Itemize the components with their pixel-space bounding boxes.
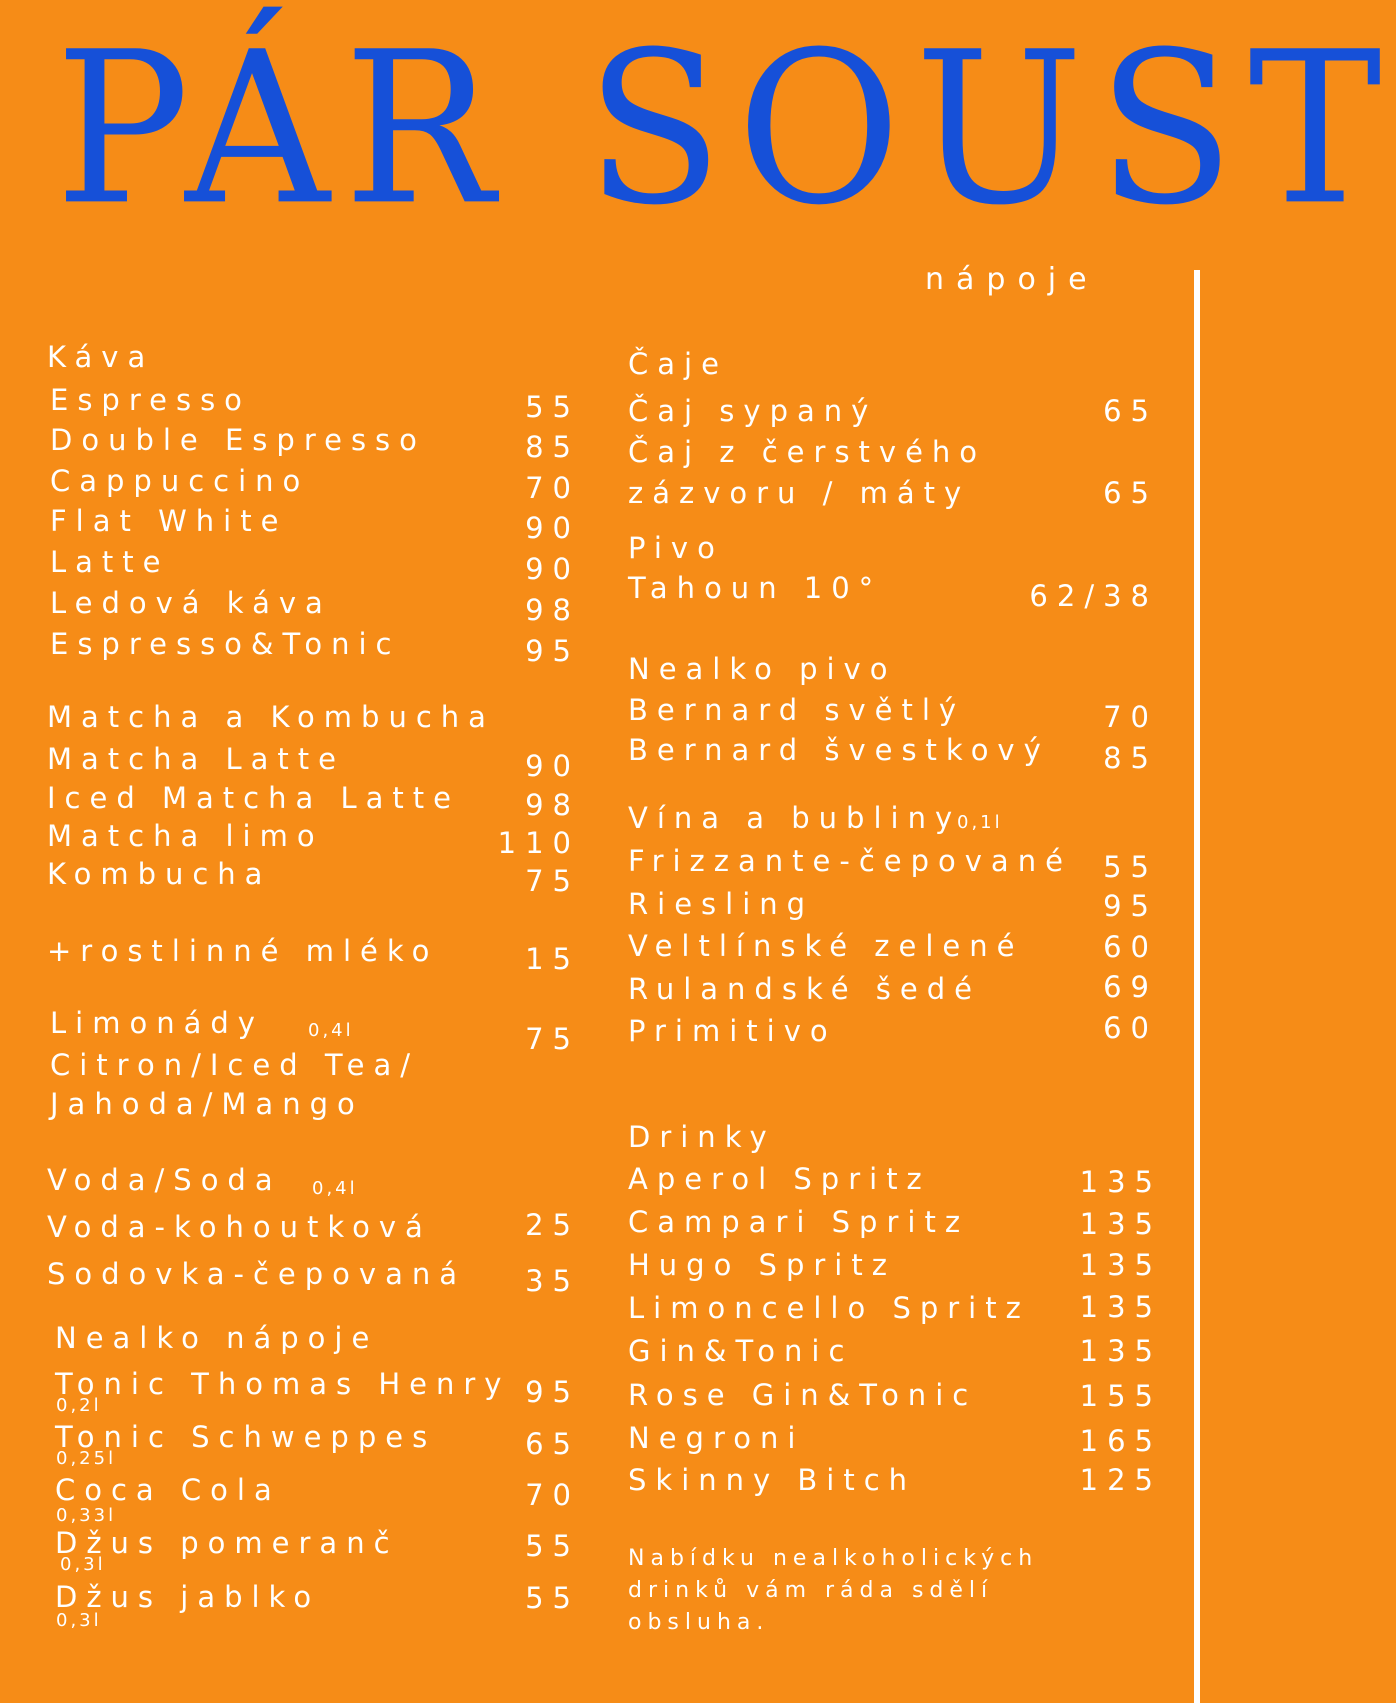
menu-item-price: 65 — [525, 1427, 580, 1461]
section-heading-nealko: Nealko nápoje — [55, 1321, 379, 1355]
menu-item-price: 75 — [525, 864, 580, 898]
menu-item-name: Latte — [50, 545, 170, 579]
menu-item-name: Čaj sypaný — [628, 394, 878, 428]
menu-item-name: Campari Spritz — [628, 1205, 970, 1239]
menu-item-price: 85 — [1103, 741, 1158, 775]
section-heading-matcha: Matcha a Kombucha — [47, 700, 495, 734]
menu-item-name: Matcha limo — [47, 819, 324, 853]
menu-item-price: 135 — [1079, 1207, 1162, 1241]
page-edge — [1194, 270, 1200, 1703]
menu-item-name: Espresso — [50, 383, 251, 417]
menu-item-price: 70 — [1103, 700, 1158, 734]
menu-item-name: Bernard švestkový — [628, 733, 1050, 767]
menu-item-price: 110 — [497, 826, 580, 860]
menu-item-price: 125 — [1079, 1463, 1162, 1497]
menu-item-price: 90 — [525, 749, 580, 783]
menu-item-name: Riesling — [628, 887, 815, 921]
menu-item-price: 62/38 — [1029, 579, 1158, 613]
footer-note-line: Nabídku nealkoholických — [628, 1546, 1039, 1571]
menu-item-name: Flat White — [50, 504, 288, 538]
menu-item-name: Džus jablko — [55, 1580, 321, 1614]
menu-item-name: Bernard světlý — [628, 693, 966, 727]
menu-item-name: Double Espresso — [50, 423, 426, 457]
menu-item-name: Iced Matcha Latte — [47, 781, 460, 815]
menu-item-name: Veltlínské zelené — [628, 929, 1024, 963]
menu-item-name: Rose Gin&Tonic — [628, 1378, 978, 1412]
menu-item-price: 90 — [525, 552, 580, 586]
menu-item-price: 165 — [1079, 1424, 1162, 1458]
menu-item-price: 55 — [525, 1529, 580, 1563]
menu-item-price: 98 — [525, 788, 580, 822]
menu-item-price: 135 — [1079, 1248, 1162, 1282]
section-heading-pivo: Pivo — [628, 531, 724, 565]
menu-item-name: Primitivo — [628, 1014, 837, 1048]
section-heading-drinky: Drinky — [628, 1120, 776, 1154]
section-heading-vina: Vína a bubliny — [628, 801, 962, 835]
menu-item-price: 90 — [525, 511, 580, 545]
volume-label: 0,3l — [56, 1610, 102, 1631]
page-subtitle: nápoje — [925, 262, 1099, 297]
menu-item-name: Negroni — [628, 1421, 805, 1455]
menu-item-price: 55 — [525, 390, 580, 424]
volume-label: 0,4l — [308, 1020, 354, 1041]
menu-item-price: 95 — [525, 634, 580, 668]
section-heading-voda: Voda/Soda — [47, 1163, 282, 1197]
menu-item-price: 95 — [525, 1375, 580, 1409]
menu-item-price: 55 — [1103, 850, 1158, 884]
menu-item-name: +rostlinné mléko — [47, 934, 439, 968]
menu-item-name: Čaj z čerstvého — [628, 435, 987, 469]
menu-item-price: 55 — [525, 1581, 580, 1615]
volume-label: 0,4l — [312, 1178, 358, 1199]
section-heading-kava: Káva — [47, 340, 155, 374]
menu-item-name: zázvoru / máty — [628, 476, 971, 510]
menu-item-name: Hugo Spritz — [628, 1248, 896, 1282]
menu-item-name: Džus pomeranč — [55, 1526, 399, 1560]
volume-label: 0,25l — [56, 1448, 117, 1469]
section-heading-caje: Čaje — [628, 347, 728, 381]
menu-item-price: 70 — [525, 471, 580, 505]
menu-item-name: Voda-kohoutková — [47, 1210, 432, 1244]
menu-item-price: 65 — [1103, 394, 1158, 428]
menu-item-price: 70 — [525, 1478, 580, 1512]
menu-item-price: 85 — [525, 430, 580, 464]
menu-item-name: Coca Cola — [55, 1473, 281, 1507]
menu-item-price: 75 — [525, 1022, 580, 1056]
menu-item-name: Aperol Spritz — [628, 1162, 931, 1196]
menu-item-price: 25 — [525, 1208, 580, 1242]
menu-item-name: Rulandské šedé — [628, 972, 981, 1006]
menu-item-price: 135 — [1079, 1290, 1162, 1324]
menu-item-price: 155 — [1079, 1379, 1162, 1413]
menu-item-name: Citron/Iced Tea/ — [50, 1048, 419, 1082]
menu-item-price: 35 — [525, 1264, 580, 1298]
footer-note-line: drinků vám ráda sdělí — [628, 1578, 994, 1603]
volume-label: 0,33l — [56, 1505, 117, 1526]
menu-item-price: 135 — [1079, 1165, 1162, 1199]
menu-item-name: Jahoda/Mango — [50, 1087, 364, 1121]
menu-item-price: 69 — [1103, 970, 1158, 1004]
menu-item-name: Frizzante-čepované — [628, 844, 1072, 878]
menu-item-name: Matcha Latte — [47, 742, 345, 776]
menu-item-price: 60 — [1103, 930, 1158, 964]
menu-item-name: Sodovka-čepovaná — [47, 1257, 467, 1291]
volume-label: 0,3l — [60, 1554, 106, 1575]
menu-item-price: 15 — [525, 942, 580, 976]
section-heading-limonady: Limonády — [50, 1006, 264, 1040]
menu-item-name: Tahoun 10° — [628, 571, 883, 605]
menu-item-name: Kombucha — [47, 857, 272, 891]
menu-item-price: 65 — [1103, 476, 1158, 510]
menu-item-price: 135 — [1079, 1334, 1162, 1368]
menu-item-name: Gin&Tonic — [628, 1334, 854, 1368]
footer-note-line: obsluha. — [628, 1610, 770, 1635]
menu-item-name: Tonic Thomas Henry — [55, 1367, 511, 1401]
page-title: PÁR SOUST — [55, 7, 1396, 252]
menu-item-name: Cappuccino — [50, 464, 310, 498]
menu-item-name: Tonic Schweppes — [55, 1420, 437, 1454]
volume-label: 0,1l — [957, 812, 1003, 833]
menu-item-name: Espresso&Tonic — [50, 627, 401, 661]
menu-item-price: 95 — [1103, 889, 1158, 923]
section-heading-nealko-pivo: Nealko pivo — [628, 652, 897, 686]
menu-item-name: Limoncello Spritz — [628, 1291, 1030, 1325]
menu-item-name: Ledová káva — [50, 586, 332, 620]
menu-item-name: Skinny Bitch — [628, 1463, 917, 1497]
volume-label: 0,2l — [56, 1395, 102, 1416]
menu-item-price: 98 — [525, 593, 580, 627]
menu-item-price: 60 — [1103, 1011, 1158, 1045]
